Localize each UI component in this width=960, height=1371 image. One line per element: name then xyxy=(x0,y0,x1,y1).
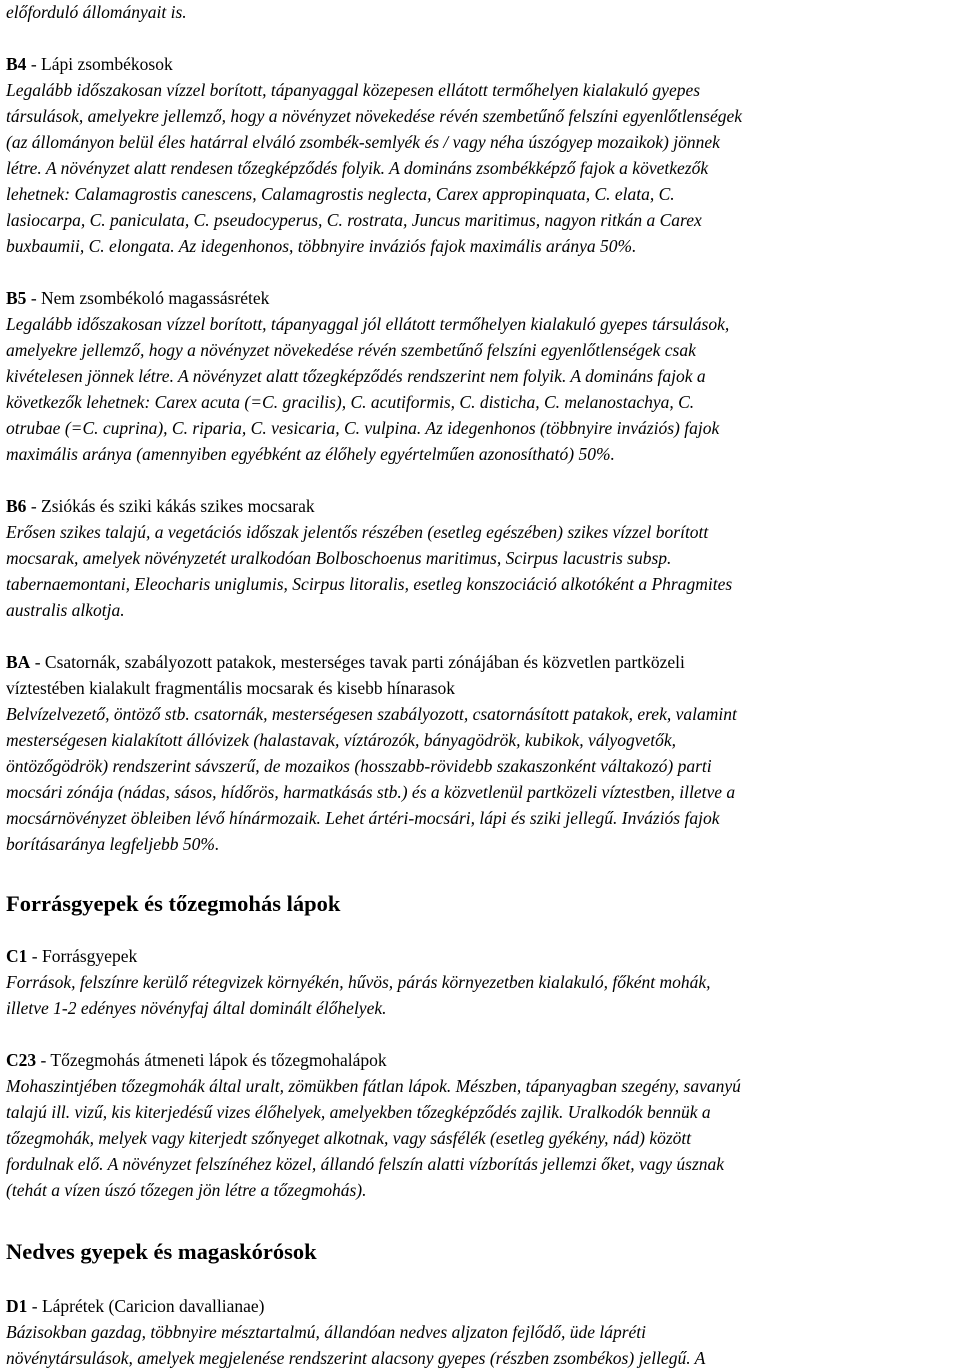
body-line: illetve 1-2 edényes növényfaj által dominált élőhelyek. xyxy=(6,998,387,1018)
body-line: lehetnek: Calamagrostis canescens, Calamagrostis neglecta, Carex appropinquata, C. elata, C. xyxy=(6,184,675,204)
body-line: maximális aránya (amennyiben egyébként az élőhely egyértelműen azonosítható) 50%. xyxy=(6,444,615,464)
section-code: C23 xyxy=(6,1050,37,1070)
body-line: Legalább időszakosan vízzel borított, tápanyaggal közepesen ellátott termőhelyen kialakuló gyepes xyxy=(6,80,701,100)
section-title: Tőzegmohás átmeneti lápok és tőzegmohalápok xyxy=(50,1050,387,1070)
section-c23 xyxy=(6,1047,954,1203)
body-line: mocsári zónája (nádas, sásos, hídőrös, harmatkásás stb.) és a közvetlenül partközeli víztestben, illetve a xyxy=(6,782,736,802)
section-b6 xyxy=(6,493,954,623)
section-heading: BA - Csatornák, szabályozott patakok, mesterséges tavak parti zónájában és közvetlen partközeli xyxy=(6,652,685,672)
body-line: otrubae (=C. cuprina), C. riparia, C. vesicaria, C. vulpina. Az idegenhonos (többnyire inváziós) fajok xyxy=(6,418,720,438)
section-d1 xyxy=(6,1293,954,1371)
body-line: mocsarak, amelyek növényzetét uralkodóan Bolboschoenus maritimus, Scirpus lacustris subsp. xyxy=(6,548,672,568)
body-line: következők lehetnek: Carex acuta (=C. gracilis), C. acutiformis, C. disticha, C. melanostachya, C. xyxy=(6,392,695,412)
body-line: Erősen szikes talajú, a vegetációs időszak jelentős részében (esetleg egészében) szikes vízzel borított xyxy=(6,522,709,542)
section-code: B5 xyxy=(6,288,27,308)
body-line: mocsárnövényzet öbleiben lévő hínármozaik. Lehet ártéri-mocsári, lápi és sziki jellegű. Inváziós fajok xyxy=(6,808,720,828)
body-line: mesterségesen kialakított állóvizek (halastavak, víztározók, bányagödrök, kubikok, vályogvetők, xyxy=(6,730,676,750)
section-heading: B4 - Lápi zsombékosok xyxy=(6,54,173,74)
section-title: Zsiókás és sziki kákás szikes mocsarak xyxy=(41,496,315,516)
section-b5 xyxy=(6,285,954,467)
body-line: társulások, amelyekre jellemző, hogy a növényzet növekedése révén szembetűnő felszíni egyenlőtlenségek xyxy=(6,106,743,126)
body-line: fordulnak elő. A növényzet felszínéhez közel, állandó felszín alatti vízborítás jellemzi őket, vagy úsznak xyxy=(6,1154,725,1174)
section-heading: C1 - Forrásgyepek xyxy=(6,946,138,966)
section-ba xyxy=(6,649,954,857)
body-line: (tehát a vízen úszó tőzegen jön létre a tőzegmohás). xyxy=(6,1180,367,1200)
body-line: Legalább időszakosan vízzel borított, tápanyaggal jól ellátott termőhelyen kialakuló gyepes társulások, xyxy=(6,314,730,334)
body-line: buxbaumii, C. elongata. Az idegenhonos, többnyire inváziós fajok maximális aránya 50%. xyxy=(6,236,637,256)
section-c1 xyxy=(6,943,954,1021)
section-code: B4 xyxy=(6,54,27,74)
section-heading: B6 - Zsiókás és sziki kákás szikes mocsarak xyxy=(6,496,315,516)
body-line: öntözőgödrök) rendszerint sávszerű, de mozaikos (hosszabb-rövidebb szakaszonként váltakozó) parti xyxy=(6,756,712,776)
top-line: előforduló állományait is. xyxy=(6,2,187,22)
heading-forrasgyepek: Forrásgyepek és tőzegmohás lápok xyxy=(6,891,341,916)
section-title: Forrásgyepek xyxy=(41,946,138,966)
section-heading: D1 - Láprétek (Caricion davallianae) xyxy=(6,1296,265,1316)
section-title: Csatornák, szabályozott patakok, mesterséges tavak parti zónájában és közvetlen partközeli xyxy=(44,652,685,672)
body-line: tőzegmohák, melyek vagy kiterjedt szőnyeget alkotnak, vagy sásfélék (esetleg gyékény, nád) között xyxy=(6,1128,692,1148)
body-line: australis alkotja. xyxy=(6,600,125,620)
section-heading: C23 - Tőzegmohás átmeneti lápok és tőzegmohalápok xyxy=(6,1050,387,1070)
body-line: lasiocarpa, C. paniculata, C. pseudocyperus, C. rostrata, Juncus maritimus, nagyon ritkán a Carex xyxy=(6,210,702,230)
section-code: D1 xyxy=(6,1296,28,1316)
section-code: B6 xyxy=(6,496,27,516)
section-title: Láprétek (Caricion davallianae) xyxy=(41,1296,265,1316)
body-line: Mohaszintjében tőzegmohák által uralt, zömükben fátlan lápok. Mészben, tápanyagban szegény, savanyú xyxy=(6,1076,741,1096)
section-code: BA xyxy=(6,652,31,672)
section-heading: B5 - Nem zsombékoló magassásrétek xyxy=(6,288,270,308)
section-code: C1 xyxy=(6,946,28,966)
section-title: Lápi zsombékosok xyxy=(41,54,173,74)
body-line: Bázisokban gazdag, többnyire mésztartalmú, állandóan nedves aljzaton fejlődő, üde lápréti xyxy=(6,1322,646,1342)
body-line: létre. A növényzet alatt rendesen tőzegképződés folyik. A domináns zsombékképző fajok a következők xyxy=(6,158,709,178)
body-line: amelyekre jellemző, hogy a növényzet növekedése révén szembetűnő felszíni egyenlőtlenségek csak xyxy=(6,340,696,360)
body-line: talajú ill. vizű, kis kiterjedésű vizes élőhelyek, amelyekben tőzegképződés zajlik. Uralkodók bennük a xyxy=(6,1102,711,1122)
section-title: Nem zsombékoló magassásrétek xyxy=(41,288,270,308)
section-b4 xyxy=(6,51,954,259)
body-line: kivételesen jönnek létre. A növényzet alatt tőzegképződés rendszerint nem folyik. A domináns fajok a xyxy=(6,366,706,386)
body-line: Források, felszínre kerülő rétegvizek környékén, hűvös, párás környezetben kialakuló, főként mohák, xyxy=(6,972,711,992)
body-line: (az állományon belül éles határral elváló zsombék-semlyék és / vagy néha úszógyep mozaikok) jönnek xyxy=(6,132,720,152)
body-line: növénytársulások, amelyek megjelenése rendszerint alacsony gyepes (részben zsombékos) jellegű. A xyxy=(6,1348,706,1368)
body-line: Belvízelvezető, öntöző stb. csatornák, mesterségesen szabályozott, csatornásított patakok, erek, valamint xyxy=(6,704,737,724)
section-title-cont: víztestében kialakult fragmentális mocsarak és kisebb hínarasok xyxy=(6,678,456,698)
body-line: tabernaemontani, Eleocharis uniglumis, Scirpus litoralis, esetleg konszociáció alkotóként a Phragmites xyxy=(6,574,733,594)
body-line: borításaránya legfeljebb 50%. xyxy=(6,834,220,854)
heading-nedves-gyepek: Nedves gyepek és magaskórósok xyxy=(6,1239,317,1264)
